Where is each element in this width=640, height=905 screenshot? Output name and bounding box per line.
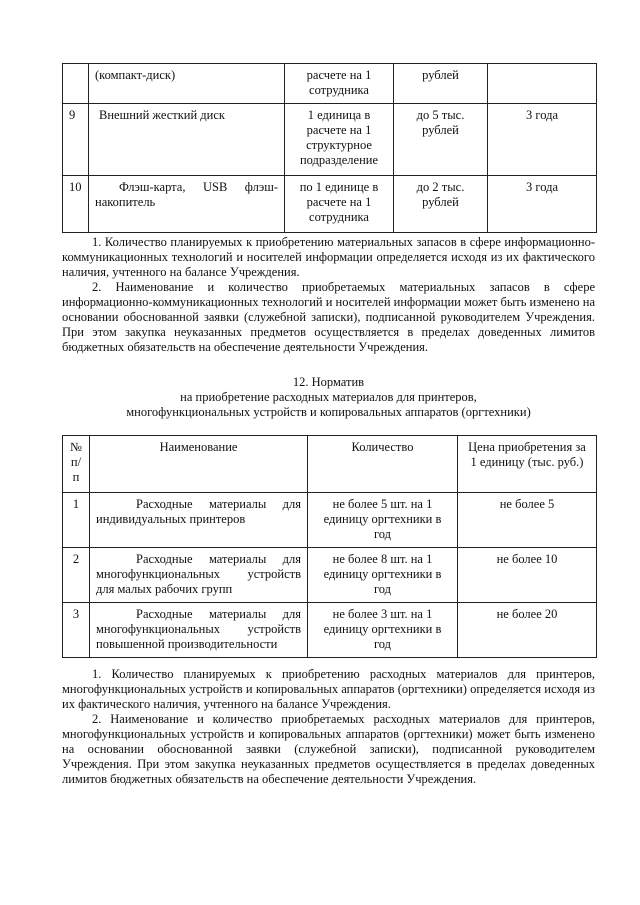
item-name-line: Расходные материалы для — [136, 552, 301, 566]
section-title: 12. Норматив — [292, 375, 365, 389]
item-name-line: Расходные материалы для — [136, 497, 301, 511]
table-row — [63, 493, 597, 548]
item-name-cell: (компакт-диск) — [89, 64, 285, 104]
table-row — [63, 548, 597, 603]
item-name-line: Флэш-карта, USB флэш- — [119, 180, 278, 194]
item-name-cell — [89, 176, 285, 233]
table-row — [63, 176, 597, 233]
column-header-name: Наименование — [90, 436, 308, 493]
section-subtitle-line: на приобретение расходных материалов для принтеров, — [180, 390, 477, 404]
section-heading — [62, 375, 595, 420]
notes-block-1 — [62, 235, 595, 355]
quantity-cell: расчете на 1 сотрудника — [285, 64, 394, 104]
item-name-cell — [90, 603, 308, 658]
item-name-line: Расходные материалы для — [136, 607, 301, 621]
item-name-cell — [90, 493, 308, 548]
item-name-line: многофункциональных устройств — [96, 622, 301, 636]
table-header-row — [63, 436, 597, 493]
note-paragraph: 1. Количество планируемых к приобретению материальных запасов в сфере информационно-коммуникационных технологий и носителей информации определяется исходя из их фактического наличия, учтенного на балансе Учреждения. — [62, 235, 595, 279]
item-name-cell: Внешний жесткий диск — [89, 104, 285, 176]
item-name-line: повышенной производительности — [96, 637, 278, 651]
price-cell: не более 10 — [458, 548, 597, 603]
quantity-cell: не более 3 шт. на 1 единицу оргтехники в год — [308, 603, 458, 658]
table-row — [63, 603, 597, 658]
column-header-price: Цена приобретения за 1 единицу (тыс. руб.) — [458, 436, 597, 493]
quantity-cell: не более 8 шт. на 1 единицу оргтехники в год — [308, 548, 458, 603]
price-cell: не более 5 — [458, 493, 597, 548]
price-cell: до 2 тыс. рублей — [394, 176, 488, 233]
row-number-cell: 9 — [63, 104, 89, 176]
row-number-cell: 2 — [63, 548, 90, 603]
quantity-cell: по 1 единице в расчете на 1 сотрудника — [285, 176, 394, 233]
consumables-norm-table — [62, 435, 597, 658]
item-name-line: многофункциональных устройств — [96, 567, 301, 581]
price-cell: не более 20 — [458, 603, 597, 658]
table-row — [63, 104, 597, 176]
column-header-number: № п/п — [63, 436, 90, 493]
item-name-cell — [90, 548, 308, 603]
note-paragraph: 2. Наименование и количество приобретаемых материальных запасов в сфере информационно-коммуникационных технологий и носителей информации может быть изменено на основании обоснованной заявки (служебной записки), подписанной руководителем Учреждения. При этом закупка неуказанных предметов осуществляется в пределах доведенных лимитов бюджетных обязательств на обеспечение деятельности Учреждения. — [62, 280, 595, 354]
item-name-line: для малых рабочих групп — [96, 582, 233, 596]
row-number-cell: 1 — [63, 493, 90, 548]
quantity-cell: не более 5 шт. на 1 единицу оргтехники в год — [308, 493, 458, 548]
row-number-cell: 3 — [63, 603, 90, 658]
note-paragraph: 1. Количество планируемых к приобретению расходных материалов для принтеров, многофункциональных устройств и копировальных аппаратов (оргтехники) определяется исходя из их фактического наличия, учтенного на балансе Учреждения. — [62, 667, 595, 711]
notes-block-2 — [62, 667, 595, 787]
price-cell: до 5 тыс. рублей — [394, 104, 488, 176]
row-number-cell: 10 — [63, 176, 89, 233]
item-name-line: индивидуальных принтеров — [96, 512, 246, 526]
term-cell: 3 года — [488, 176, 597, 233]
quantity-cell: 1 единица в расчете на 1 структурное подразделение — [285, 104, 394, 176]
row-number-cell — [63, 64, 89, 104]
term-cell: 3 года — [488, 104, 597, 176]
column-header-quantity: Количество — [308, 436, 458, 493]
item-name-line: накопитель — [95, 195, 156, 209]
section-subtitle-line: многофункциональных устройств и копировальных аппаратов (оргтехники) — [126, 405, 531, 419]
price-cell: рублей — [394, 64, 488, 104]
note-paragraph: 2. Наименование и количество приобретаемых расходных материалов для принтеров, многофункциональных устройств и копировальных аппаратов (оргтехники) может быть изменено на основании обоснованной заявки (служебной записки), подписанной руководителем Учреждения. При этом закупка неуказанных предметов осуществляется в пределах доведенных лимитов бюджетных обязательств на обеспечение деятельности Учреждения. — [62, 712, 595, 786]
term-cell — [488, 64, 597, 104]
ict-materials-table — [62, 63, 597, 233]
table-row — [63, 64, 597, 104]
